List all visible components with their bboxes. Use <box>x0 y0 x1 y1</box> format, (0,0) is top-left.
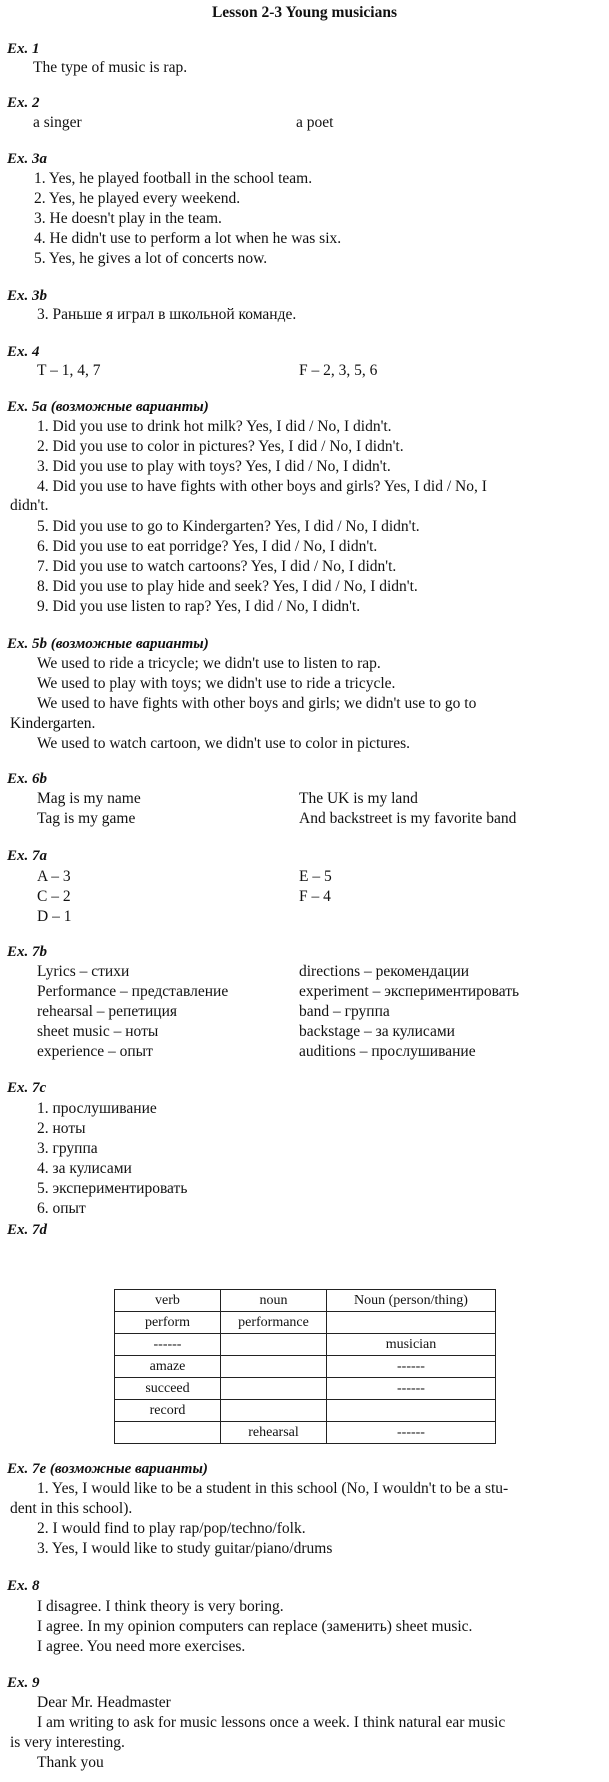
table-cell: perform <box>115 1312 221 1334</box>
ex5b-line: We used to ride a tricycle; we didn't use to listen to rap. <box>37 655 381 672</box>
ex5a-label: Ex. 5a (возможные варианты) <box>7 399 209 415</box>
ex7a-right: F – 4 <box>299 888 331 905</box>
ex7a-right: E – 5 <box>299 868 332 885</box>
table-header-row <box>115 1290 496 1312</box>
table-cell <box>115 1422 221 1444</box>
table-cell: ------ <box>327 1356 496 1378</box>
ex7c-label: Ex. 7c <box>7 1080 47 1096</box>
ex6b-left: Mag is my name <box>37 790 141 807</box>
ex2-label: Ex. 2 <box>7 95 40 111</box>
ex5a-line: 1. Did you use to drink hot milk? Yes, I did / No, I didn't. <box>37 418 392 435</box>
ex7b-left: experience – опыт <box>37 1043 153 1060</box>
ex5b-label: Ex. 5b (возможные варианты) <box>7 636 209 652</box>
ex7b-right: band – группа <box>299 1003 390 1020</box>
ex4-right: F – 2, 3, 5, 6 <box>299 362 378 379</box>
ex9-line: is very interesting. <box>10 1734 125 1751</box>
table-cell: amaze <box>115 1356 221 1378</box>
ex7c-line: 1. прослушивание <box>37 1100 157 1117</box>
ex7e-label: Ex. 7e (возможные варианты) <box>7 1461 208 1477</box>
ex7e-line: 2. I would find to play rap/pop/techno/folk. <box>37 1520 306 1537</box>
ex8-label: Ex. 8 <box>7 1578 40 1594</box>
table-cell <box>221 1334 327 1356</box>
ex5b-line: Kindergarten. <box>10 715 96 732</box>
ex7b-right: auditions – прослушивание <box>299 1043 476 1060</box>
ex7a-left: D – 1 <box>37 908 72 925</box>
ex4-label: Ex. 4 <box>7 344 40 360</box>
ex7e-line: dent in this school). <box>10 1500 133 1517</box>
ex6b-right: The UK is my land <box>299 790 418 807</box>
ex3a-line: 3. He doesn't play in the team. <box>34 210 222 227</box>
ex7c-line: 6. опыт <box>37 1200 86 1217</box>
ex3b-text: 3. Раньше я играл в школьной команде. <box>37 306 297 323</box>
table-row <box>115 1378 496 1400</box>
ex3a-label: Ex. 3a <box>7 151 48 167</box>
ex7b-left: Lyrics – стихи <box>37 963 130 980</box>
ex1-text: The type of music is rap. <box>33 59 188 76</box>
ex3b-label: Ex. 3b <box>7 288 48 304</box>
ex7b-left: Performance – представление <box>37 983 229 1000</box>
ex3a-line: 1. Yes, he played football in the school team. <box>34 170 313 187</box>
ex5a-line: 7. Did you use to watch cartoons? Yes, I did / No, I didn't. <box>37 558 397 575</box>
ex7b-left: sheet music – ноты <box>37 1023 159 1040</box>
ex7e-line: 3. Yes, I would like to study guitar/piano/drums <box>37 1540 333 1557</box>
ex7d-label: Ex. 7d <box>7 1222 48 1238</box>
ex7e-line: 1. Yes, I would like to be a student in this school (No, I wouldn't to be a stu- <box>37 1480 509 1497</box>
table-cell <box>327 1312 496 1334</box>
ex5b-line: We used to watch cartoon, we didn't use to color in pictures. <box>37 735 411 752</box>
table-row <box>115 1422 496 1444</box>
ex3a-line: 4. He didn't use to perform a lot when he was six. <box>34 230 342 247</box>
ex5b-line: We used to have fights with other boys and girls; we didn't use to go to <box>37 695 477 712</box>
ex7c-line: 5. экспериментировать <box>37 1180 188 1197</box>
table-cell: rehearsal <box>221 1422 327 1444</box>
table-cell: performance <box>221 1312 327 1334</box>
ex2-left: a singer <box>33 114 82 131</box>
ex7a-label: Ex. 7a <box>7 848 48 864</box>
ex6b-right: And backstreet is my favorite band <box>299 810 517 827</box>
ex7c-line: 3. группа <box>37 1140 98 1157</box>
ex7d-table <box>114 1289 496 1444</box>
ex5a-line: 5. Did you use to go to Kindergarten? Yes, I did / No, I didn't. <box>37 518 420 535</box>
ex5a-line: didn't. <box>10 497 49 514</box>
table-cell: musician <box>327 1334 496 1356</box>
ex7a-left: A – 3 <box>37 868 71 885</box>
ex7c-line: 2. ноты <box>37 1120 86 1137</box>
ex3a-line: 5. Yes, he gives a lot of concerts now. <box>34 250 268 267</box>
ex7b-right: experiment – экспериментировать <box>299 983 520 1000</box>
table-header-cell: noun <box>221 1290 327 1312</box>
table-row <box>115 1312 496 1334</box>
ex7a-left: C – 2 <box>37 888 71 905</box>
table-cell: ------ <box>115 1334 221 1356</box>
ex9-line: I am writing to ask for music lessons once a week. I think natural ear music <box>37 1714 506 1731</box>
ex7c-line: 4. за кулисами <box>37 1160 132 1177</box>
table-row <box>115 1334 496 1356</box>
ex5b-line: We used to play with toys; we didn't use to ride a tricycle. <box>37 675 396 692</box>
ex5a-line: 2. Did you use to color in pictures? Yes, I did / No, I didn't. <box>37 438 404 455</box>
table-cell: ------ <box>327 1422 496 1444</box>
ex9-line: Dear Mr. Headmaster <box>37 1694 171 1711</box>
ex4-left: T – 1, 4, 7 <box>37 362 101 379</box>
ex1-label: Ex. 1 <box>7 41 40 57</box>
table-cell: succeed <box>115 1378 221 1400</box>
ex2-right: a poet <box>296 114 334 131</box>
ex5a-line: 9. Did you use listen to rap? Yes, I did / No, I didn't. <box>37 598 361 615</box>
ex5a-line: 3. Did you use to play with toys? Yes, I did / No, I didn't. <box>37 458 391 475</box>
ex6b-label: Ex. 6b <box>7 771 48 787</box>
ex5a-line: 4. Did you use to have fights with other boys and girls? Yes, I did / No, I <box>37 478 487 495</box>
ex6b-left: Tag is my game <box>37 810 136 827</box>
table-cell <box>221 1400 327 1422</box>
table-cell <box>327 1400 496 1422</box>
ex5a-line: 8. Did you use to play hide and seek? Yes, I did / No, I didn't. <box>37 578 418 595</box>
table-header-cell: Noun (person/thing) <box>327 1290 496 1312</box>
ex7b-right: directions – рекомендации <box>299 963 470 980</box>
ex8-line: I agree. In my opinion computers can replace (заменить) sheet music. <box>37 1618 473 1635</box>
ex9-line: Thank you <box>37 1754 104 1771</box>
ex8-line: I disagree. I think theory is very boring. <box>37 1598 284 1615</box>
ex9-label: Ex. 9 <box>7 1675 40 1691</box>
ex5a-line: 6. Did you use to eat porridge? Yes, I did / No, I didn't. <box>37 538 378 555</box>
table-cell <box>221 1378 327 1400</box>
page-title: Lesson 2-3 Young musicians <box>211 4 398 21</box>
ex7b-left: rehearsal – репетиция <box>37 1003 178 1020</box>
table-cell <box>221 1356 327 1378</box>
ex3a-line: 2. Yes, he played every weekend. <box>34 190 241 207</box>
table-header-cell: verb <box>115 1290 221 1312</box>
ex8-line: I agree. You need more exercises. <box>37 1638 246 1655</box>
ex7b-label: Ex. 7b <box>7 944 48 960</box>
table-cell: record <box>115 1400 221 1422</box>
table-cell: ------ <box>327 1378 496 1400</box>
table-row <box>115 1356 496 1378</box>
ex7b-right: backstage – за кулисами <box>299 1023 455 1040</box>
table-row <box>115 1400 496 1422</box>
